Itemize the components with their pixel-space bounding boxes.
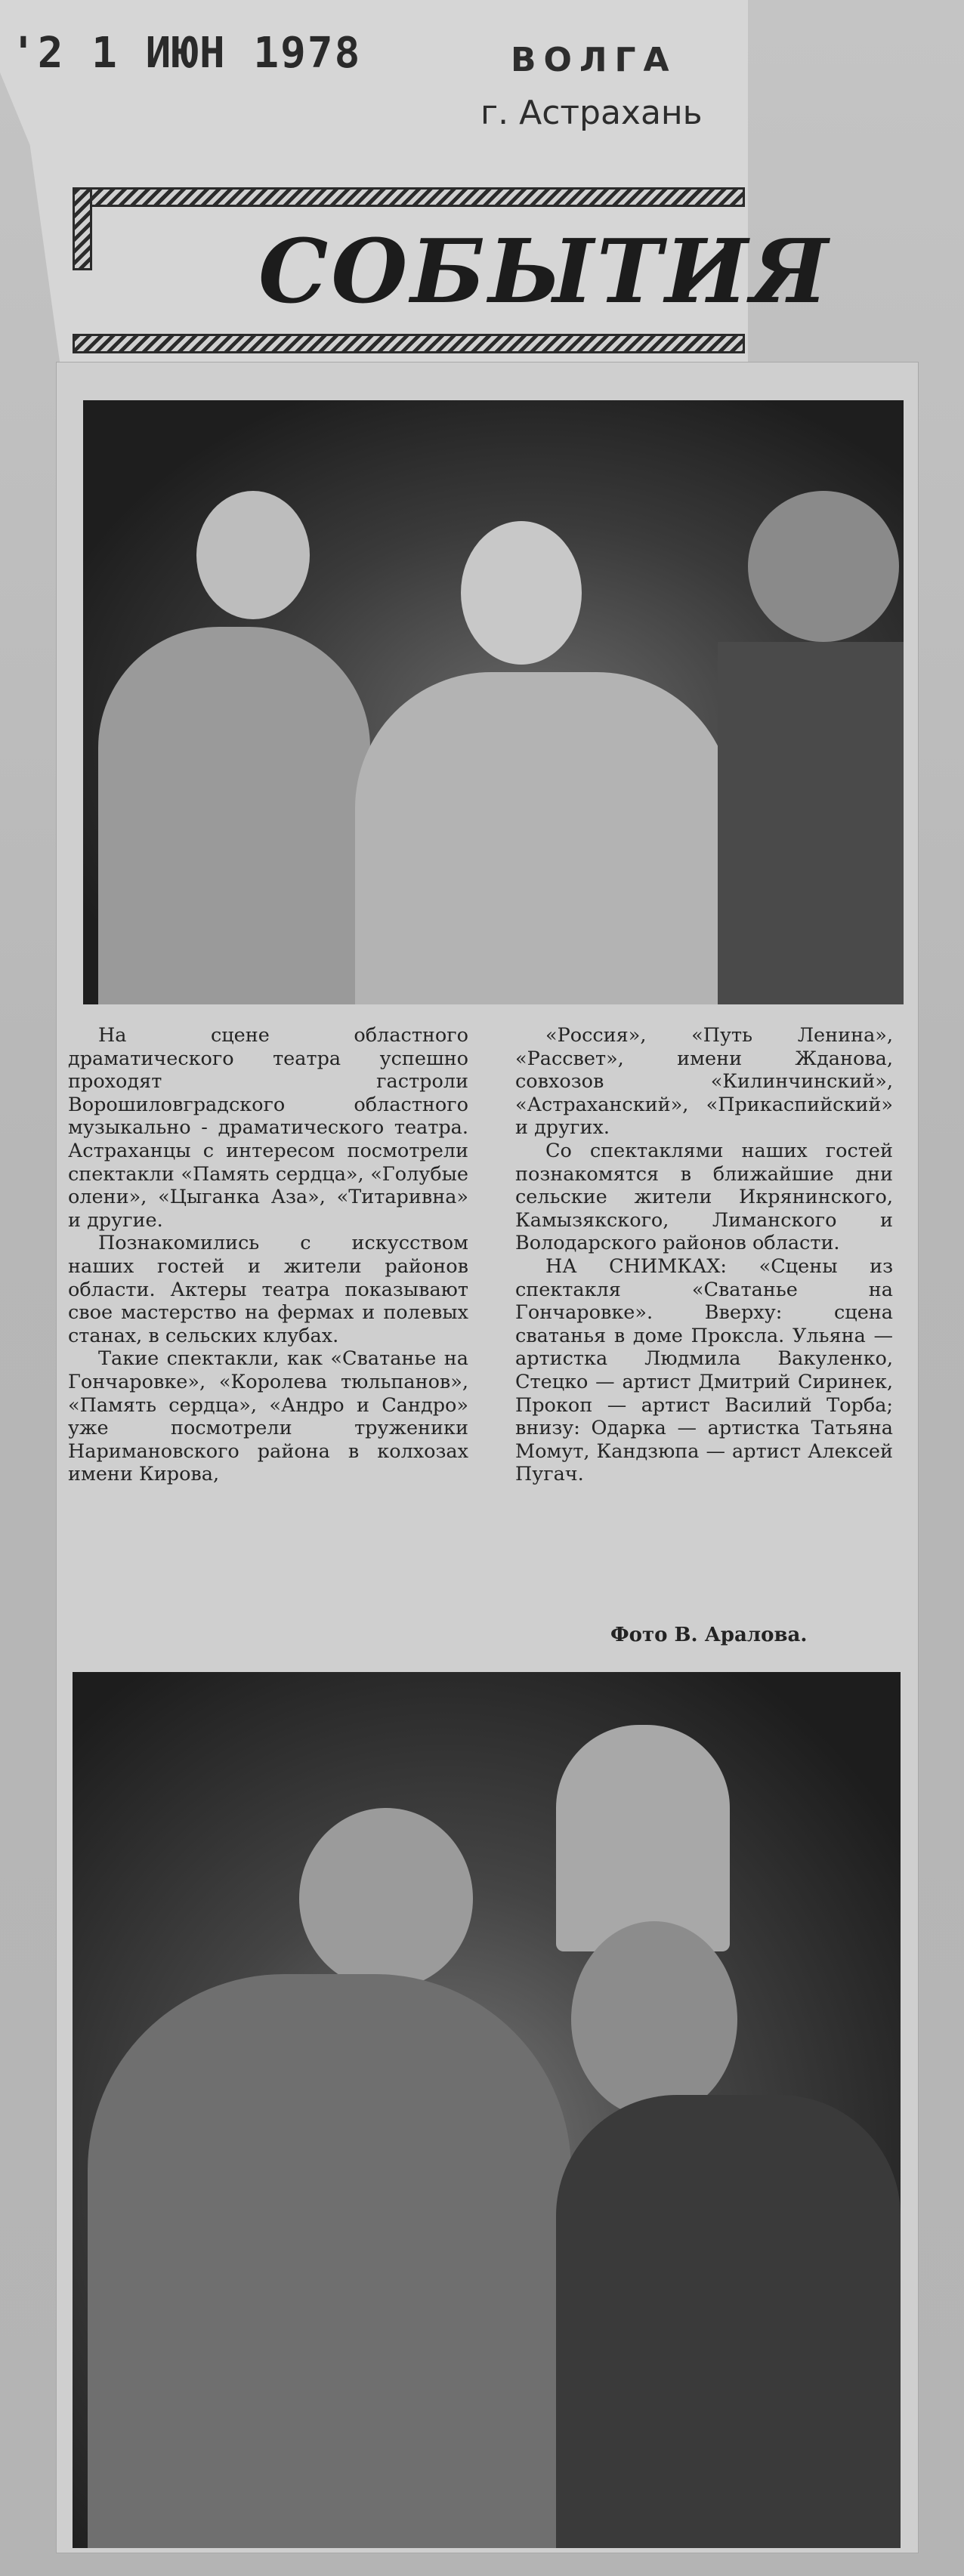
newspaper-name-stamp: ВОЛГА — [511, 41, 677, 79]
old-man-body — [718, 642, 904, 1004]
article-paragraph: Такие спектакли, как «Сватанье на Гончаровке», «Королева тюльпанов», «Память сердца», «Андро и Сандро» уже посмотрели труженики Наримановского района в колхозах имени Кирова, — [68, 1347, 468, 1486]
date-stamp: '2 1 ИЮН 1978 — [11, 29, 362, 78]
actress-body — [98, 627, 370, 1004]
rubric-title: СОБЫТИЯ — [258, 221, 832, 323]
actor-kandzyupa-figure — [571, 1921, 737, 2118]
city-stamp: г. Астрахань — [480, 94, 703, 132]
article-paragraph: НА СНИМКАХ: «Сцены из спектакля «Сватанье на Гончаровке». Вверху: сцена сватанья в доме Проксла. Ульяна — артистка Людмила Вакуленко, Стецко — артист Дмитрий Сиринек, Прокоп — артист Василий Торба; внизу: Одарка — артистка Татьяна Момут, Кандзюпа — артист Алексей Пугач. — [515, 1254, 893, 1486]
actor-kandzyupa-body — [556, 2095, 901, 2548]
actor-figure — [461, 521, 582, 665]
actress-odarka-figure — [299, 1808, 473, 1989]
photo-top-stage-scene — [83, 400, 904, 1004]
article-right-column — [515, 1024, 893, 1486]
rubric-hatch-bottom — [73, 334, 745, 353]
actress-figure — [196, 491, 310, 619]
photo-bottom-stage-scene — [73, 1672, 901, 2548]
article-paragraph: «Россия», «Путь Ленина», «Рассвет», имени Жданова, совхозов «Килинчинский», «Астраханский», «Прикаспийский» и других. — [515, 1024, 893, 1140]
rubric-hatch-left — [73, 187, 92, 270]
article-paragraph: На сцене областного драматического театра успешно проходят гастроли Ворошиловградского областного музыкально - драматического театра. Астраханцы с интересом посмотрели спектакли «Память сердца», «Голубые олени», «Цыганка Аза», «Титаривна» и другие. — [68, 1024, 468, 1232]
rubric-frame — [73, 187, 832, 353]
article-paragraph: Со спектаклями наших гостей познакомятся в ближайшие дни сельские жители Икрянинского, Камызякского, Лиманского и Володарского районов области. — [515, 1139, 893, 1255]
article-paragraph: Познакомились с искусством наших гостей и жители районов области. Актеры театра показывают свое мастерство на фермах и полевых станах, в сельских клубах. — [68, 1232, 468, 1347]
photo-credit: Фото В. Аралова. — [610, 1624, 808, 1646]
rubric-hatch-top — [73, 187, 745, 207]
actress-odarka-body — [88, 1974, 571, 2548]
old-man-figure — [748, 491, 899, 642]
tall-hat-figure — [556, 1725, 730, 1951]
article-left-column — [68, 1024, 468, 1486]
actor-body — [355, 672, 733, 1004]
